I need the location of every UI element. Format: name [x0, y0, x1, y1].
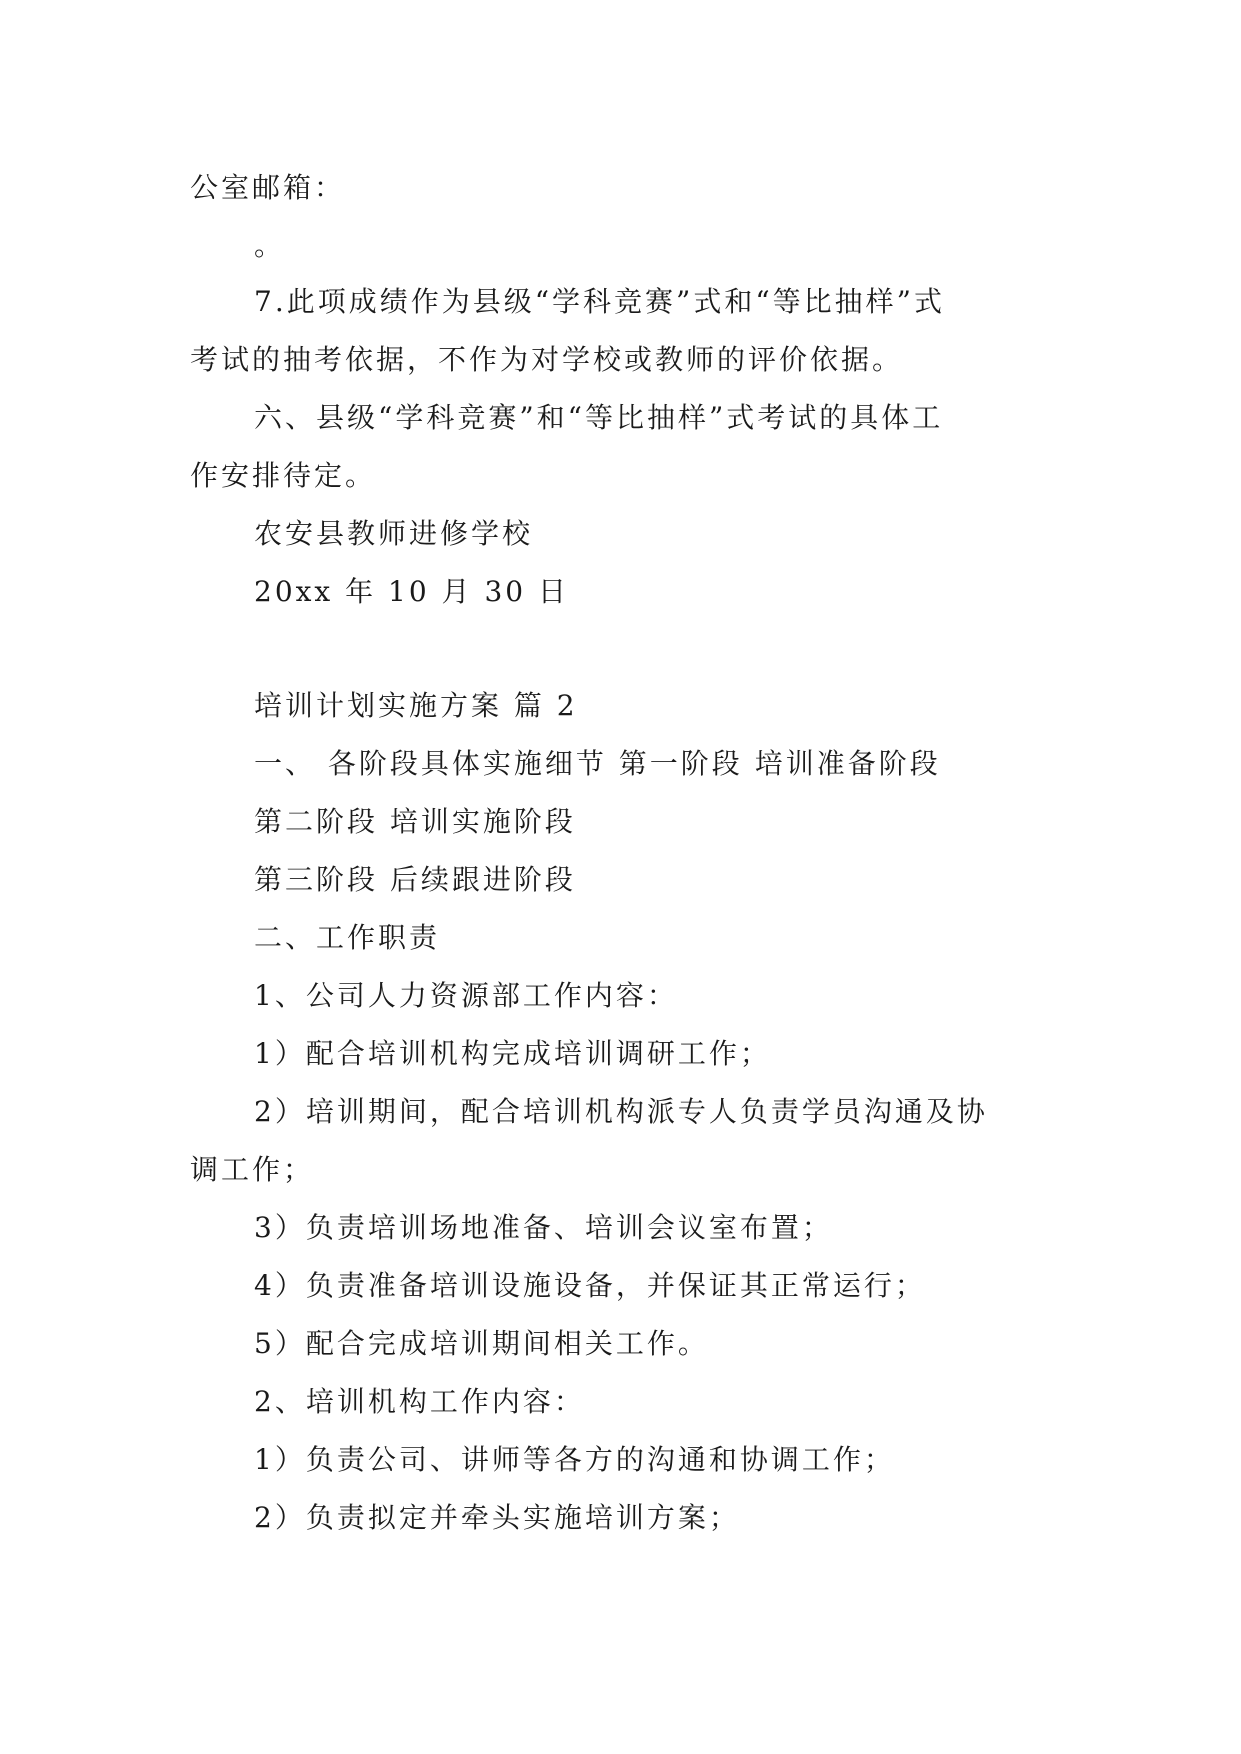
text-line: 5）配合完成培训期间相关工作。 — [254, 1327, 709, 1360]
text-line: 1）负责公司、讲师等各方的沟通和协调工作； — [254, 1443, 895, 1476]
section-heading: 培训计划实施方案 篇 2 — [254, 689, 578, 722]
text-line: 第三阶段 后续跟进阶段 — [254, 863, 576, 896]
text-line: 3）负责培训场地准备、培训会议室布置； — [254, 1211, 833, 1244]
text-line: 考试的抽考依据，不作为对学校或教师的评价依据。 — [190, 343, 904, 376]
text-line: 1、公司人力资源部工作内容： — [254, 979, 678, 1012]
text-line: 。 — [254, 229, 286, 262]
text-line: 1）配合培训机构完成培训调研工作； — [254, 1037, 771, 1070]
text-line: 2）负责拟定并牵头实施培训方案； — [254, 1501, 740, 1534]
text-line: 7.此项成绩作为县级“学科竞赛”式和“等比抽样”式 — [254, 285, 945, 318]
text-line: 作安排待定。 — [190, 459, 377, 492]
text-line: 第二阶段 培训实施阶段 — [254, 805, 576, 838]
text-line: 2、培训机构工作内容： — [254, 1385, 585, 1418]
text-line: 二、工作职责 — [254, 921, 441, 954]
text-line: 4）负责准备培训设施设备，并保证其正常运行； — [254, 1269, 926, 1302]
text-line: 调工作； — [190, 1153, 315, 1186]
text-line: 六、县级“学科竞赛”和“等比抽样”式考试的具体工 — [254, 401, 944, 434]
text-line: 公室邮箱： — [190, 171, 346, 204]
text-line: 农安县教师进修学校 — [254, 517, 534, 550]
text-line: 2）培训期间，配合培训机构派专人负责学员沟通及协 — [254, 1095, 988, 1128]
text-line: 一、 各阶段具体实施细节 第一阶段 培训准备阶段 — [254, 747, 941, 780]
text-line: 20xx 年 10 月 30 日 — [254, 575, 569, 608]
